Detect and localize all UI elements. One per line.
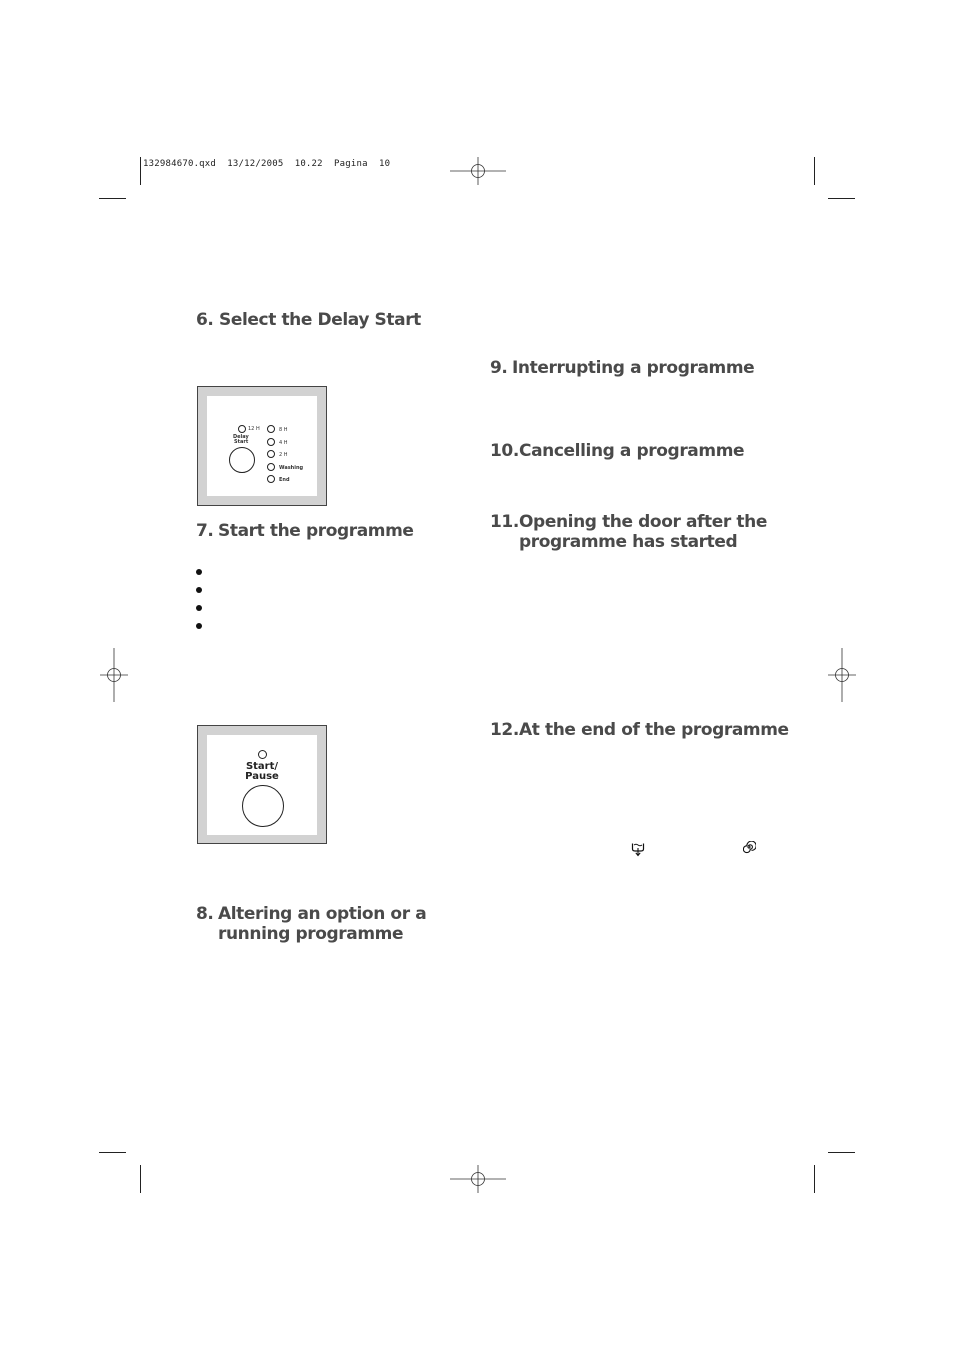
label-12h: 12 H bbox=[248, 426, 260, 432]
heading-interrupting bbox=[490, 358, 754, 378]
heading-text: programme has started bbox=[519, 532, 738, 552]
heading-cancelling bbox=[490, 441, 744, 461]
drain-icon bbox=[631, 841, 645, 857]
delay-start-panel bbox=[197, 386, 327, 506]
heading-text: Cancelling a programme bbox=[519, 441, 745, 461]
label-8h: 8 H bbox=[279, 427, 288, 433]
crop-mark bbox=[828, 1152, 855, 1153]
crop-mark bbox=[99, 198, 126, 199]
start-label-2: Pause bbox=[245, 771, 279, 782]
heading-text: Opening the door after the bbox=[519, 512, 767, 532]
registration-mark-icon bbox=[450, 1165, 506, 1193]
registration-mark-icon bbox=[100, 648, 128, 702]
heading-opening-door bbox=[490, 512, 767, 552]
bullet-point bbox=[196, 623, 202, 629]
heading-start-programme bbox=[196, 521, 414, 541]
heading-text: running programme bbox=[218, 924, 404, 944]
delay-label-1: Delay bbox=[233, 434, 249, 440]
delay-start-button[interactable] bbox=[229, 447, 255, 473]
label-4h: 4 H bbox=[279, 440, 288, 446]
led-4h bbox=[267, 438, 275, 446]
bullet-point bbox=[196, 569, 202, 575]
led-12h bbox=[238, 425, 246, 433]
delay-label-2: Start bbox=[234, 439, 249, 445]
start-pause-panel bbox=[197, 725, 327, 844]
crop-mark bbox=[814, 1165, 815, 1193]
led-8h bbox=[267, 425, 275, 433]
crop-mark bbox=[99, 1152, 126, 1153]
heading-number: 9. bbox=[490, 358, 508, 378]
heading-end-of-programme bbox=[490, 720, 789, 740]
label-washing: Washing bbox=[279, 465, 304, 471]
heading-text: Interrupting a programme bbox=[512, 358, 755, 378]
registration-mark-icon bbox=[450, 157, 506, 185]
heading-number: 12. bbox=[490, 720, 519, 740]
heading-number: 11. bbox=[490, 512, 519, 532]
heading-text: Start the programme bbox=[218, 521, 414, 541]
label-end: End bbox=[279, 477, 290, 483]
heading-number: 10. bbox=[490, 441, 519, 461]
heading-text: Altering an option or a bbox=[218, 904, 427, 924]
crop-mark bbox=[814, 157, 815, 185]
bullet-point bbox=[196, 587, 202, 593]
crop-mark bbox=[140, 157, 141, 185]
heading-altering-option bbox=[196, 904, 426, 944]
registration-mark-icon bbox=[828, 648, 856, 702]
crop-mark bbox=[828, 198, 855, 199]
heading-number: 8. bbox=[196, 904, 214, 924]
bullet-point bbox=[196, 605, 202, 611]
spin-icon bbox=[743, 841, 756, 854]
file-slug: 132984670.qxd 13/12/2005 10.22 Pagina 10 bbox=[143, 159, 391, 169]
start-pause-button[interactable] bbox=[242, 785, 284, 827]
start-label-1: Start/ bbox=[245, 761, 279, 772]
led-washing bbox=[267, 463, 275, 471]
heading-select-delay-start: 6. Select the Delay Start bbox=[196, 310, 421, 330]
heading-number: 7. bbox=[196, 521, 214, 541]
led-end bbox=[267, 475, 275, 483]
led-start-pause bbox=[258, 750, 267, 759]
label-2h: 2 H bbox=[279, 452, 288, 458]
crop-mark bbox=[140, 1165, 141, 1193]
led-2h bbox=[267, 450, 275, 458]
heading-text: At the end of the programme bbox=[519, 720, 789, 740]
